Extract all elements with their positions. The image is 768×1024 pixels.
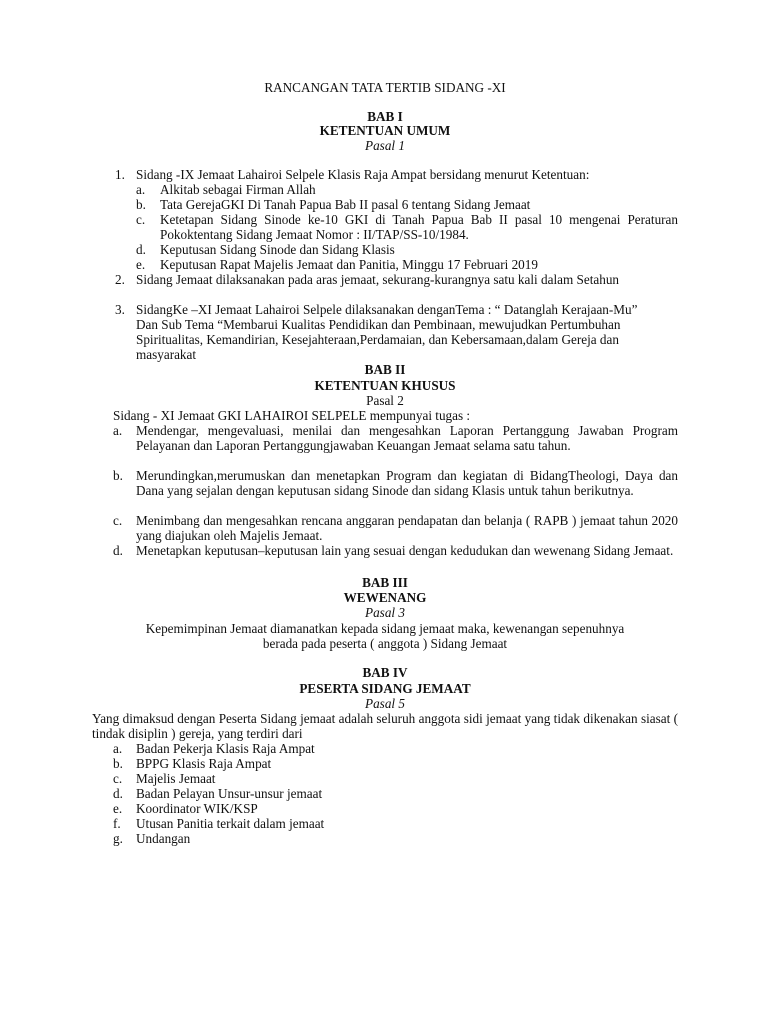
- list-item: b. BPPG Klasis Raja Ampat: [113, 756, 272, 771]
- list-item: d. Keputusan Sidang Sinode dan Sidang Klasis: [136, 242, 395, 257]
- bab2-intro: Sidang - XI Jemaat GKI LAHAIROI SELPELE mempunyai tugas :: [113, 408, 471, 423]
- list-item: 2. Sidang Jemaat dilaksanakan pada aras jemaat, sekurang-kurangnya satu kali dalam Setahun: [115, 272, 620, 287]
- bab1-heading: KETENTUAN UMUM: [319, 123, 451, 138]
- list-item: e. Keputusan Rapat Majelis Jemaat dan Panitia, Minggu 17 Februari 2019: [136, 257, 538, 272]
- bab3-heading: WEWENANG: [343, 590, 427, 605]
- bab1-list: [92, 167, 678, 362]
- list-item: f. Utusan Panitia terkait dalam jemaat: [113, 816, 325, 831]
- list-item: b. Tata GerejaGKI Di Tanah Papua Bab II pasal 6 tentang Sidang Jemaat: [136, 197, 531, 212]
- document-title: RANCANGAN TATA TERTIB SIDANG -XI: [264, 80, 506, 95]
- bab1-pasal: Pasal 1: [365, 138, 405, 153]
- list-item: a. Alkitab sebagai Firman Allah: [136, 182, 316, 197]
- list-item: d. Badan Pelayan Unsur-unsur jemaat: [113, 786, 323, 801]
- bab2-pasal: Pasal 2: [366, 393, 404, 408]
- bab2-label: BAB II: [364, 362, 406, 377]
- list-item: g. Undangan: [113, 831, 191, 846]
- list-item: a. Mendengar, mengevaluasi, menilai dan mengesahkan Laporan Pertanggung Jawaban Program Pelayanan dan Laporan Pertanggungjawaban Keuangan Jemaat selama satu tahun.: [113, 423, 678, 453]
- list-item: 1. Sidang -IX Jemaat Lahairoi Selpele Klasis Raja Ampat bersidang menurut Ketentuan:: [115, 167, 590, 182]
- bab2-heading: KETENTUAN KHUSUS: [314, 378, 456, 393]
- bab4-label: BAB IV: [362, 665, 408, 680]
- bab4-list: [92, 741, 678, 846]
- list-item: c. Menimbang dan mengesahkan rencana anggaran pendapatan dan belanja ( RAPB ) jemaat tahun 2020 yang diajukan oleh Majelis Jemaat.: [113, 513, 678, 543]
- bab1-label: BAB I: [367, 109, 403, 124]
- list-item: a. Badan Pekerja Klasis Raja Ampat: [113, 741, 315, 756]
- list-item: 3. SidangKe –XI Jemaat Lahairoi Selpele dilaksanakan denganTema : “ Datanglah Kerajaan-Mu” Dan Sub Tema “Membarui Kualitas Pendidikan dan Pembinaan, mewujudkan Pertumbuhan Spiritualitas, Kemandirian, Kesejahteraan,Perdamaian, dan Kebersamaan,dalam Gereja dan masyarakat: [115, 302, 638, 362]
- list-item: d. Menetapkan keputusan–keputusan lain yang sesuai dengan kedudukan dan wewenang Sidang Jemaat.: [113, 543, 674, 558]
- bab4-pasal: Pasal 5: [365, 696, 405, 711]
- list-item: b. Merundingkan,merumuskan dan menetapkan Program dan kegiatan di BidangTheologi, Daya dan Dana yang sejalan dengan keputusan sidang Sinode dan sidang Klasis untuk tahun berikutnya.: [113, 468, 678, 498]
- list-item: c. Majelis Jemaat: [113, 771, 216, 786]
- bab3-pasal: Pasal 3: [365, 605, 405, 620]
- bab2-list: [92, 423, 678, 573]
- bab3-label: BAB III: [362, 575, 408, 590]
- bab4-intro: Yang dimaksud dengan Peserta Sidang jemaat adalah seluruh anggota sidi jemaat yang tidak dikenakan siasat ( tindak disiplin ) gereja, yang terdiri dari: [92, 711, 678, 741]
- list-item: e. Koordinator WIK/KSP: [113, 801, 258, 816]
- bab3-line-2: berada pada peserta ( anggota ) Sidang Jemaat: [262, 636, 508, 651]
- list-item: c. Ketetapan Sidang Sinode ke-10 GKI di Tanah Papua Bab II pasal 10 mengenai Peraturan Pokoktentang Sidang Jemaat Nomor : II/TAP/SS-10/1984.: [136, 212, 678, 242]
- bab3-line-1: Kepemimpinan Jemaat diamanatkan kepada sidang jemaat maka, kewenangan sepenuhnya: [145, 621, 625, 636]
- bab4-heading: PESERTA SIDANG JEMAAT: [299, 681, 471, 696]
